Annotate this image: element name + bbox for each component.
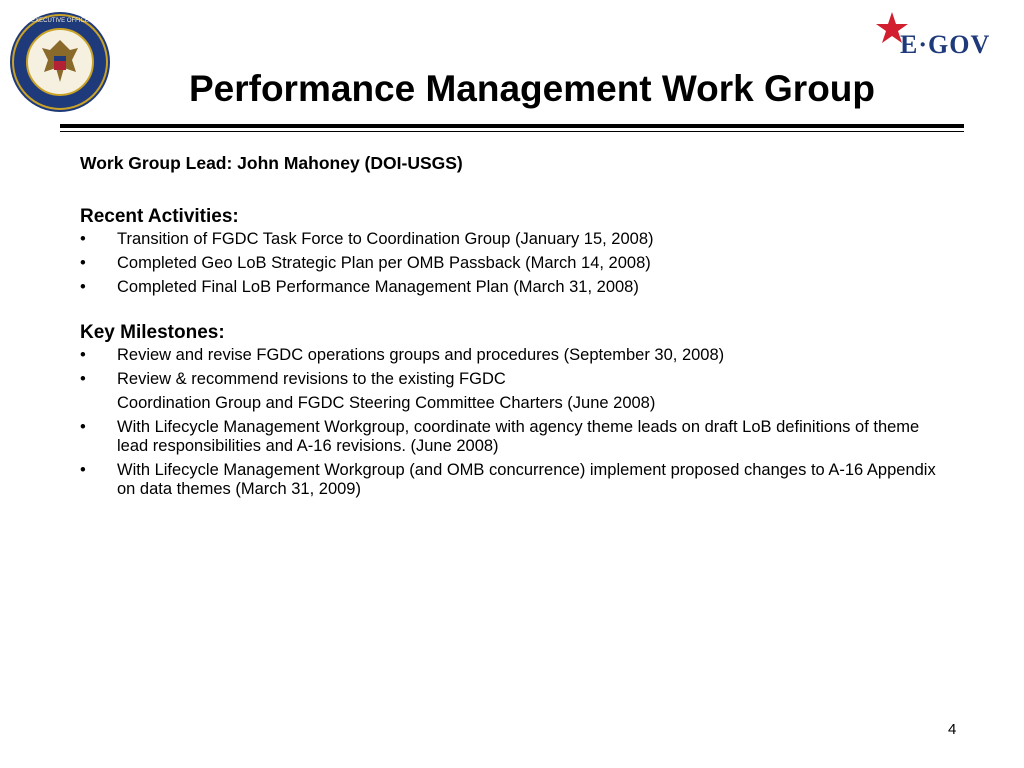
recent-activities-heading: Recent Activities: — [80, 206, 239, 227]
list-item-text: Transition of FGDC Task Force to Coordination Group (January 15, 2008) — [117, 230, 654, 248]
bullet: • — [80, 254, 86, 272]
bullet: • — [80, 346, 86, 364]
page-title: Performance Management Work Group — [188, 68, 876, 109]
list-item — [80, 254, 940, 273]
title-divider-thin — [60, 131, 964, 132]
list-item-text: Completed Geo LoB Strategic Plan per OMB Passback (March 14, 2008) — [117, 254, 651, 272]
list-item-continuation: Coordination Group and FGDC Steering Committee Charters (June 2008) — [117, 394, 656, 412]
list-item — [80, 418, 940, 456]
list-item — [80, 461, 940, 499]
bullet: • — [80, 278, 86, 296]
page-number: 4 — [948, 721, 957, 738]
list-item-text: Review & recommend revisions to the existing FGDC — [117, 370, 506, 388]
work-group-lead: Work Group Lead: John Mahoney (DOI-USGS) — [80, 153, 463, 173]
list-item-text: Review and revise FGDC operations groups and procedures (September 30, 2008) — [117, 346, 725, 364]
list-item — [80, 230, 940, 249]
list-item — [80, 278, 940, 297]
list-item-text: With Lifecycle Management Workgroup, coordinate with agency theme leads on draft LoB definitions of theme lead responsibilities and A-16 revisions. (June 2008) — [117, 418, 920, 455]
bullet: • — [80, 370, 86, 388]
key-milestones-heading: Key Milestones: — [80, 322, 225, 343]
bullet: • — [80, 461, 86, 479]
title-divider-thick — [60, 124, 964, 128]
recent-activities-list — [80, 230, 940, 297]
bullet: • — [80, 418, 86, 436]
key-milestones-list — [80, 346, 940, 499]
list-item — [80, 370, 940, 389]
slide-content — [80, 154, 940, 504]
list-item-text: Completed Final LoB Performance Management Plan (March 31, 2008) — [117, 278, 639, 296]
list-item-text: With Lifecycle Management Workgroup (and OMB concurrence) implement proposed changes to A-16 Appendix on data themes (March 31, 2009) — [117, 461, 936, 498]
svg-text:EXECUTIVE OFFICE: EXECUTIVE OFFICE — [31, 18, 89, 24]
list-item — [80, 346, 940, 365]
bullet: • — [80, 230, 86, 248]
egov-logo: E·GOV — [900, 30, 991, 59]
